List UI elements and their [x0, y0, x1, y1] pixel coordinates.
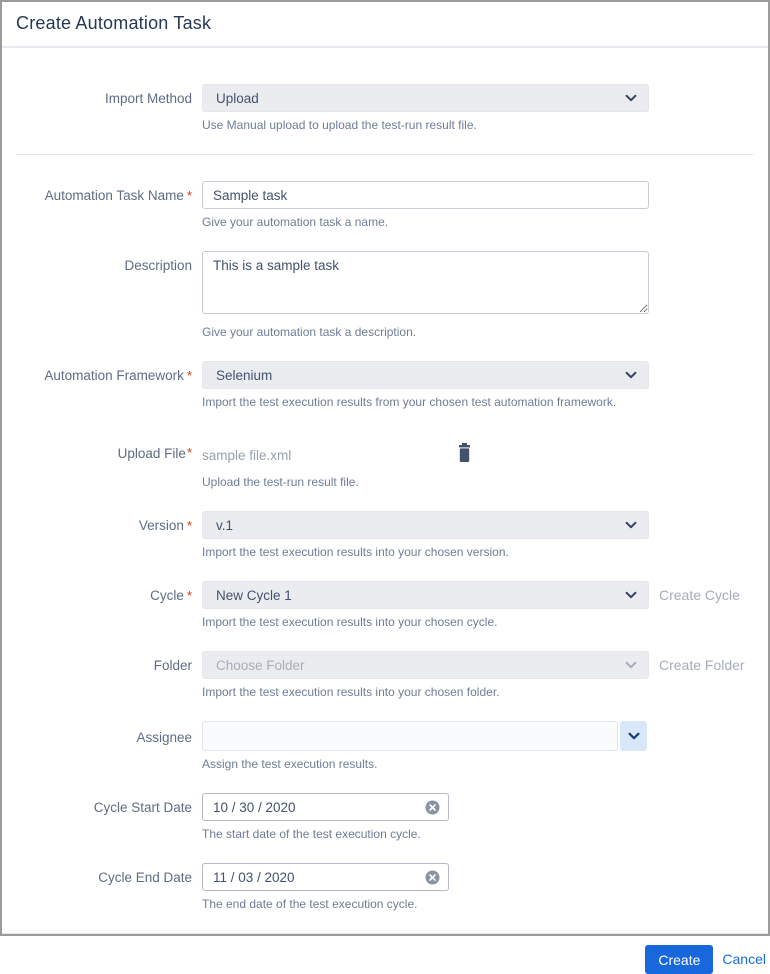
required-asterisk: *: [186, 188, 192, 203]
chevron-down-icon: [624, 588, 638, 602]
description-label: Description: [124, 258, 192, 273]
cycle-value: New Cycle 1: [216, 587, 292, 603]
version-help: Import the test execution results into your chosen version.: [202, 545, 509, 559]
required-asterisk: *: [186, 588, 192, 603]
chevron-down-icon: [624, 518, 638, 532]
field-row-description: [16, 251, 754, 339]
assignee-help: Assign the test execution results.: [202, 757, 378, 771]
chevron-down-icon: [627, 729, 641, 743]
import-method-select[interactable]: [202, 84, 649, 112]
circle-x-icon[interactable]: [425, 870, 440, 885]
dialog-footer: [2, 933, 768, 974]
assignee-dropdown-button[interactable]: [620, 721, 647, 751]
dialog-title: Create Automation Task: [16, 13, 212, 33]
create-cycle-link[interactable]: Create Cycle: [659, 587, 740, 603]
cycle-end-date-label: Cycle End Date: [98, 870, 192, 885]
task-name-input[interactable]: [202, 181, 649, 209]
assignee-label: Assignee: [136, 730, 192, 745]
create-folder-link[interactable]: Create Folder: [659, 657, 745, 673]
folder-placeholder: Choose Folder: [216, 657, 305, 673]
cycle-end-date-field: [202, 863, 449, 891]
field-row-assignee: [16, 721, 754, 771]
cycle-start-date-label: Cycle Start Date: [93, 800, 192, 815]
field-row-framework: [16, 361, 754, 409]
section-divider: [16, 154, 754, 155]
field-row-cycle: [16, 581, 754, 629]
field-row-cycle-end-date: [16, 863, 754, 911]
uploaded-file-name: sample file.xml: [202, 447, 292, 463]
task-name-help: Give your automation task a name.: [202, 215, 389, 229]
framework-label: Automation Framework: [44, 368, 184, 383]
cycle-select[interactable]: [202, 581, 649, 609]
field-row-version: [16, 511, 754, 559]
upload-file-help: Upload the test-run result file.: [202, 475, 359, 489]
description-help: Give your automation task a description.: [202, 325, 417, 339]
version-select[interactable]: [202, 511, 649, 539]
field-row-import-method: [16, 84, 754, 132]
cycle-end-date-input[interactable]: [213, 870, 425, 885]
framework-select[interactable]: [202, 361, 649, 389]
field-row-upload-file: [16, 431, 754, 489]
import-method-label: Import Method: [104, 91, 192, 106]
upload-file-label: Upload File: [117, 446, 186, 461]
chevron-down-icon: [624, 368, 638, 382]
folder-select[interactable]: [202, 651, 649, 679]
framework-help: Import the test execution results from your chosen test automation framework.: [202, 395, 617, 409]
cycle-start-date-field: [202, 793, 449, 821]
cycle-end-date-help: The end date of the test execution cycle.: [202, 897, 418, 911]
dialog-body: [2, 48, 768, 933]
required-asterisk: *: [186, 518, 192, 533]
description-textarea[interactable]: [202, 251, 649, 314]
import-method-help: Use Manual upload to upload the test-run result file.: [202, 118, 477, 132]
create-button[interactable]: Create: [645, 945, 713, 974]
trash-icon[interactable]: [456, 441, 473, 470]
folder-label: Folder: [153, 658, 192, 673]
cycle-help: Import the test execution results into your chosen cycle.: [202, 615, 498, 629]
dialog-header: [2, 2, 768, 48]
version-label: Version: [138, 518, 184, 533]
folder-help: Import the test execution results into your chosen folder.: [202, 685, 500, 699]
required-asterisk: *: [186, 368, 192, 383]
assignee-input[interactable]: [202, 721, 618, 751]
chevron-down-icon: [624, 91, 638, 105]
cycle-label: Cycle: [150, 588, 184, 603]
version-value: v.1: [216, 517, 234, 533]
chevron-down-icon: [624, 658, 638, 672]
cancel-link[interactable]: Cancel: [722, 951, 766, 967]
cycle-start-date-help: The start date of the test execution cycle.: [202, 827, 421, 841]
task-name-label: Automation Task Name: [44, 188, 184, 203]
circle-x-icon[interactable]: [425, 800, 440, 815]
field-row-cycle-start-date: [16, 793, 754, 841]
required-asterisk: *: [186, 445, 192, 460]
framework-value: Selenium: [216, 367, 273, 383]
field-row-task-name: [16, 181, 754, 229]
import-method-value: Upload: [216, 90, 259, 106]
cycle-start-date-input[interactable]: [213, 800, 425, 815]
field-row-folder: [16, 651, 754, 699]
